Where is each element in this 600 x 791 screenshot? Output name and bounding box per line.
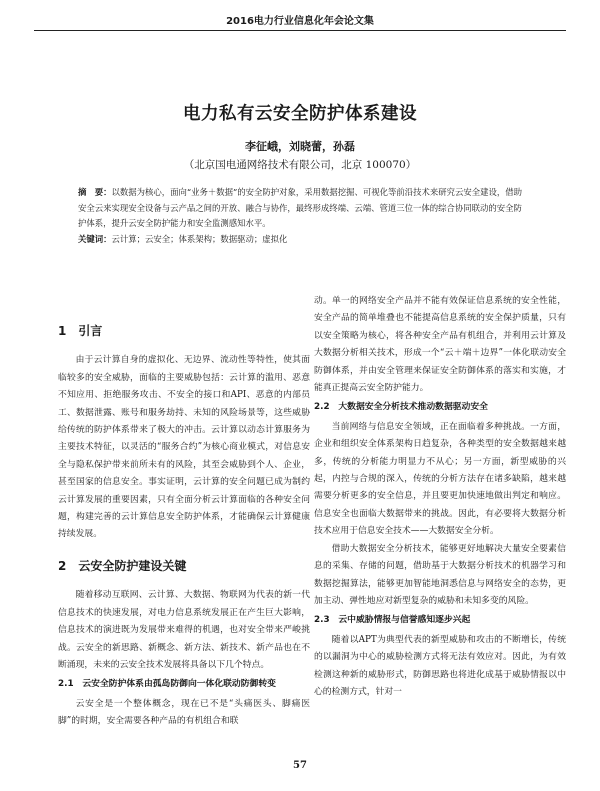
section-heading-intro: 1 引言 xyxy=(58,324,103,338)
paragraph: 当前网络与信息安全领域，正在面临着多种挑战。一方面，企业和组织安全体系架构日趋复杂，各种类型的安全数据越来越多，传统的分析能力明显力不从心；另一方面，新型威胁的兴起，内控与合规的深入，传统的分析方法存在诸多缺陷，越来越需要分析更多的安全信息，并且要更加快速地做出判定和响应。信息安全也面临大数据带来的挑战。因此，有必要将大数据分析技术应用于信息安全技术——大数据安全分析。 xyxy=(314,421,566,537)
abstract-text: 以数据为核心，面向“业务＋数据”的安全防护对象，采用数据挖掘、可视化等前沿技术来研究云安全建设，借助安全云来实现安全设备与云产品之间的开放、融合与协作，最终形成终端、云端、管道三位一体的综合协同联动的安全防护体系，提升云安全防护能力和安全监测感知水平。 xyxy=(78,187,523,229)
abstract xyxy=(78,185,524,232)
page-number: 57 xyxy=(293,760,307,771)
subsection-heading-2-3: 2.3 云中威胁情报与信誉感知逐步兴起 xyxy=(314,615,471,626)
subsection-heading-2-1: 2.1 云安全防护体系由孤岛防御向一体化联动防御转变 xyxy=(58,679,276,690)
paragraph: 动。单一的网络安全产品并不能有效保证信息系统的安全性能，安全产品的简单堆叠也不能提高信息系统的安全保护质量，只有以安全策略为核心，将各种安全产品有机组合，并利用云计算及大数据分析相关技术，形成一个“云＋端＋边界”一体化联动安全防御体系，并由安全管理来保证安全防御体系的落实和实施，才能真正提高云安全防护能力。 xyxy=(314,296,566,394)
paragraph: 借助大数据安全分析技术，能够更好地解决大量安全要素信息的采集、存储的问题，借助基于大数据分析技术的机器学习和数据挖掘算法，能够更加智能地洞悉信息与网络安全的态势，更加主动、弹性地应对新型复杂的威胁和未知多变的风险。 xyxy=(314,543,566,606)
keywords-label: 关键词： xyxy=(78,234,112,244)
paragraph: 随着以APT为典型代表的新型威胁和攻击的不断增长，传统的以漏洞为中心的威胁检测方式将无法有效应对。因此，为有效检测这种新的威胁形式，防御思路也将进化成基于威胁情报以中心的检测方式，针对一 xyxy=(314,634,566,697)
affiliation: （北京国电通网络技术有限公司，北京 100070） xyxy=(183,159,417,171)
keywords xyxy=(78,232,524,248)
author-list: 李征峨，刘晓蕾，孙磊 xyxy=(245,140,355,153)
subsection-heading-2-2: 2.2 大数据安全分析技术推动数据驱动安全 xyxy=(314,402,488,413)
keywords-text: 云计算；云安全；体系架构；数据驱动；虚拟化 xyxy=(111,234,288,244)
left-column xyxy=(58,293,310,731)
paragraph: 云安全是一个整体概念，现在已不是“头痛医头、脚痛医脚”的时期，安全需要各种产品的有机组合和联 xyxy=(58,698,310,727)
running-header: 2016电力行业信息化年会论文集 xyxy=(226,16,374,27)
paragraph: 随着移动互联网、云计算、大数据、物联网为代表的新一代信息技术的快速发展，对电力信息系统发展正在产生巨大影响，信息技术的演进既为发展带来难得的机遇，也对安全带来严峻挑战。云安全的新思路、新概念、新方法、新技术、新产品也在不断涌现，未来的云安全技术发展将具备以下几个特点。 xyxy=(58,590,310,670)
header-rule xyxy=(34,30,566,31)
abstract-label: 摘 要： xyxy=(78,187,112,197)
right-column xyxy=(314,293,566,701)
section-heading-key: 2 云安全防护建设关键 xyxy=(58,558,187,573)
paragraph: 由于云计算自身的虚拟化、无边界、流动性等特性，使其面临较多的安全威胁，面临的主要威胁包括：云计算的滥用、恶意不知应用、拒绝服务攻击、不安全的接口和API、恶意的内部员工、数据泄露、账号和服务劫持、未知的风险场景等，这些威胁给传统的防护体系带来了极大的冲击。云计算以动态计算服务为主要技术特征，以灵活的“服务合约”为核心商业模式，对信息安全与隐私保护带来前所未有的风险，其至会威胁到个人、企业，甚至国家的信息安全。事实证明，云计算的安全问题已成为制约云计算发展的重要因素，只有全面分析云计算面临的各种安全问题，构建完善的云计算信息安全防护体系，才能确保云计算健康持续发展。 xyxy=(58,355,310,540)
paper-title: 电力私有云安全防护体系建设 xyxy=(183,104,417,124)
